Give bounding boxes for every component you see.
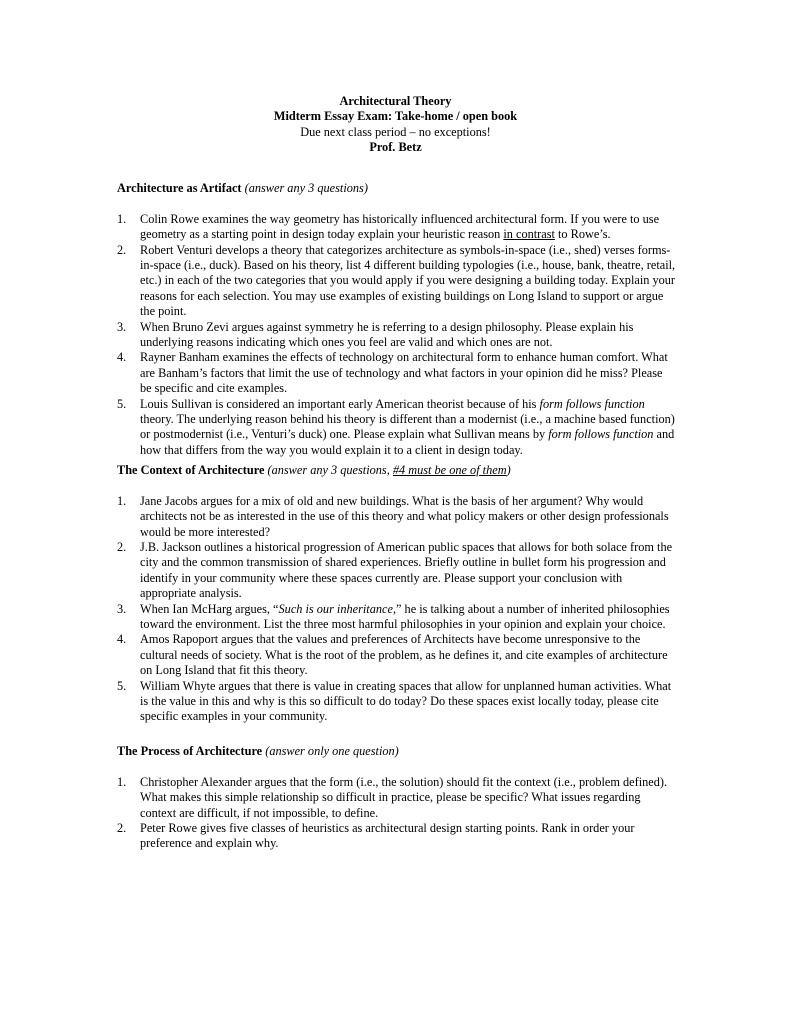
question-text: When Bruno Zevi argues against symmetry he is referring to a design philosophy. Please explain his underlying reasons indicating which ones you feel are valid and which ones are not. — [140, 319, 634, 350]
question-text: Peter Rowe gives five classes of heuristics as architectural design starting points. Rank in order your preference and explain why. — [140, 821, 635, 851]
question-number: 5. — [117, 678, 127, 693]
question-text: Christopher Alexander argues that the form (i.e., the solution) should fit the context (i.e., problem defined). What makes this simple relationship so difficult in practice, please be specific? What issues regarding context are difficult, if not impossible, to define. — [140, 774, 668, 820]
question-item — [117, 212, 677, 243]
section-heading — [117, 463, 677, 478]
section-note: (answer any 3 questions) — [244, 181, 368, 195]
question-number: 4. — [117, 632, 127, 647]
question-list — [117, 494, 677, 725]
exam-title: Midterm Essay Exam: Take-home / open book — [273, 109, 518, 124]
question-number: 1. — [117, 211, 127, 226]
question-item — [117, 320, 677, 351]
question-text: Colin Rowe examines the way geometry has historically influenced architectural form. If you were to use geometry as a starting point in design today explain your heuristic reason in contrast to Rowe’s. — [140, 211, 660, 242]
question-number: 1. — [117, 774, 127, 789]
due-note: Due next class period – no exceptions! — [300, 124, 491, 139]
section-context-of-architecture — [117, 463, 677, 725]
section-heading — [117, 744, 677, 759]
section-architecture-as-artifact — [117, 181, 677, 458]
question-text: Robert Venturi develops a theory that categorizes architecture as symbols-in-space (i.e., shed) verses forms-in-space (i.e., duck). Based on his theory, list 4 different building typologies (i.e., house, bank, theatre, retail, etc.) in each of the two categories that you would apply if you were designing a building today. Explain your reasons for each selection. You may use examples of existing buildings on Long Island to support or argue the point. — [140, 242, 676, 319]
question-number: 2. — [117, 821, 127, 836]
section-heading — [117, 181, 677, 196]
question-number: 5. — [117, 396, 127, 411]
question-number: 4. — [117, 350, 127, 365]
question-item — [117, 243, 677, 320]
course-title: Architectural Theory — [339, 94, 452, 108]
question-text: When Ian McHarg argues, “Such is our inheritance,” he is talking about a number of inherited philosophies toward the environment. List the three most harmful philosophies in your opinion and explain your choice. — [140, 601, 670, 632]
question-list — [117, 212, 677, 459]
question-item — [117, 602, 677, 633]
question-item — [117, 679, 677, 725]
question-text: Jane Jacobs argues for a mix of old and new buildings. What is the basis of her argument? Why would architects not be as interested in the use of this theory and what policy makers or other design professionals would be more interested? — [140, 493, 669, 539]
question-item — [117, 397, 677, 459]
question-text: J.B. Jackson outlines a historical progression of American public spaces that allows for both solace from the city and the common transmission of shared experiences. Briefly outline in bullet form his progression and identify in your community where these spaces currently are. Please support your conclusion with appropriate analysis. — [140, 540, 673, 601]
question-text: William Whyte argues that there is value in creating spaces that allow for unplanned human activities. What is the value in this and why is this so difficult to do today? Do these spaces exist locally today, please cite specific examples in your community. — [140, 678, 672, 724]
question-item — [117, 350, 677, 396]
section-title: The Context of Architecture — [117, 463, 265, 477]
question-item — [117, 632, 677, 678]
section-process-of-architecture — [117, 744, 677, 852]
question-text: Louis Sullivan is considered an important early American theorist because of his form follows function theory. The underlying reason behind his theory is different than a modernist (i.e., a machine based function) or postmodernist (i.e., Venturi’s duck) one. Please explain what Sullivan means by form follows function and how that differs from the way you would explain it to a client in design today. — [140, 396, 675, 457]
question-list — [117, 775, 677, 852]
section-title: Architecture as Artifact — [117, 181, 242, 195]
question-item — [117, 821, 677, 852]
question-item — [117, 494, 677, 540]
section-note: (answer only one question) — [265, 744, 399, 758]
section-title: The Process of Architecture — [117, 744, 263, 758]
question-number: 2. — [117, 540, 127, 555]
professor-name: Prof. Betz — [369, 140, 422, 155]
section-note: (answer any 3 questions, #4 must be one of them) — [267, 463, 511, 477]
question-number: 3. — [117, 601, 127, 616]
question-text: Amos Rapoport argues that the values and preferences of Architects have become unresponsive to the cultural needs of society. What is the root of the problem, as he defines it, and cite examples of architecture on Long Island that fit this theory. — [140, 632, 668, 678]
question-number: 3. — [117, 319, 127, 334]
question-item — [117, 540, 677, 602]
question-text: Rayner Banham examines the effects of technology on architectural form to enhance human comfort. What are Banham’s factors that limit the use of technology and what factors in your opinion did he miss? Please be specific and cite examples. — [140, 350, 668, 396]
question-number: 1. — [117, 493, 127, 508]
exam-header — [0, 94, 791, 156]
question-number: 2. — [117, 242, 127, 257]
question-item — [117, 775, 677, 821]
